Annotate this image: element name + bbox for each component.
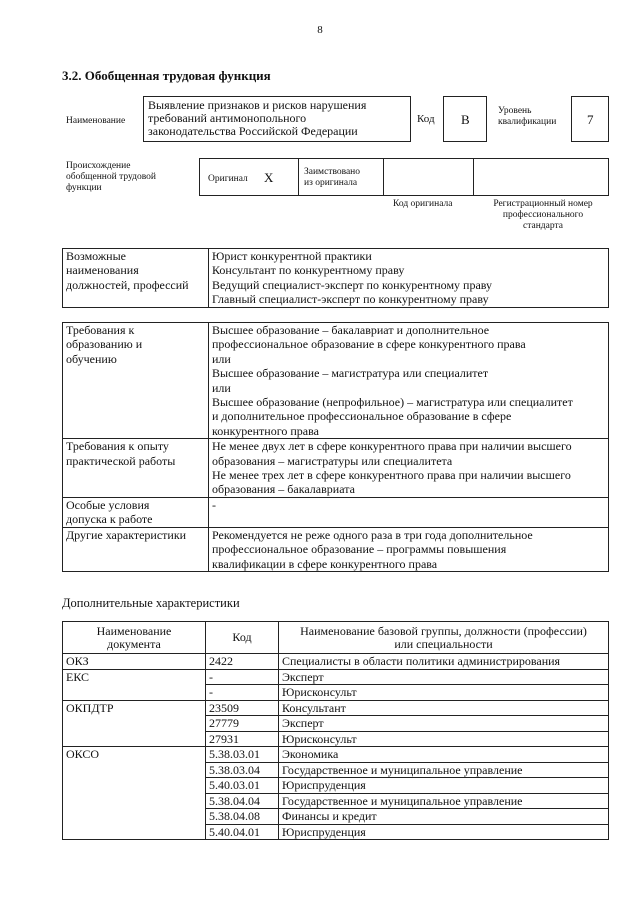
code-original-caption: Код оригинала bbox=[393, 199, 453, 209]
table-header-row bbox=[63, 622, 609, 654]
position-item: Консультант по конкурентному праву bbox=[212, 263, 405, 278]
original-label: Оригинал bbox=[208, 174, 248, 184]
origin-box bbox=[199, 158, 609, 196]
code-cell: - bbox=[206, 685, 279, 701]
name-label: Наименование bbox=[66, 116, 126, 126]
reg-number-caption-line: профессионального bbox=[502, 210, 584, 220]
name-value bbox=[148, 99, 366, 138]
group-name-cell: Государственное и муниципальное управление bbox=[279, 762, 609, 778]
position-item: Главный специалист-эксперт по конкурентному праву bbox=[212, 292, 489, 307]
requirement-line: или bbox=[212, 351, 231, 366]
header-line: Наименование базовой группы, должности (профессии) bbox=[300, 623, 587, 638]
requirement-line: квалификации в сфере конкурентного права bbox=[212, 556, 438, 571]
name-value-box bbox=[143, 96, 411, 142]
origin-label-line: Происхождение bbox=[66, 161, 131, 171]
positions-label bbox=[63, 249, 209, 308]
group-name-cell: Эксперт bbox=[279, 716, 609, 732]
origin-divider bbox=[473, 158, 474, 196]
requirement-line: Рекомендуется не реже одного раза в три года дополнительное bbox=[212, 527, 533, 542]
requirement-label-line: допуска к работе bbox=[66, 512, 153, 527]
positions-list bbox=[209, 249, 609, 308]
requirement-label-line: Другие характеристики bbox=[66, 527, 187, 542]
code-cell: 5.38.04.04 bbox=[206, 793, 279, 809]
table-row bbox=[63, 497, 609, 527]
requirement-line: Не менее трех лет в сфере конкурентного права при наличии высшего bbox=[212, 468, 571, 483]
table-row bbox=[63, 527, 609, 571]
requirement-label bbox=[63, 439, 209, 498]
positions-label-line: Возможные bbox=[66, 249, 126, 263]
group-name-cell: Финансы и кредит bbox=[279, 809, 609, 825]
reg-number-caption-line: стандарта bbox=[523, 221, 563, 231]
positions-label-line: наименования bbox=[66, 263, 139, 278]
header-line: или специальности bbox=[394, 636, 493, 651]
additional-table bbox=[62, 621, 609, 840]
table-row bbox=[63, 669, 609, 685]
group-name-cell: Консультант bbox=[279, 700, 609, 716]
code-label: Код bbox=[417, 113, 435, 125]
requirement-line: или bbox=[212, 380, 231, 395]
positions-table bbox=[62, 248, 609, 308]
table-row bbox=[63, 654, 609, 670]
header-line: Код bbox=[232, 630, 252, 644]
requirement-line: образования – магистратуры или специалитета bbox=[212, 453, 453, 468]
group-name-cell: Специалисты в области политики администрирования bbox=[279, 654, 609, 670]
header-code bbox=[206, 622, 279, 654]
level-value: 7 bbox=[587, 112, 594, 127]
origin-label bbox=[66, 161, 156, 194]
doc-cell: ОКЗ bbox=[63, 654, 206, 670]
name-value-line: законодательства Российской Федерации bbox=[148, 124, 358, 138]
table-row bbox=[63, 439, 609, 498]
requirement-line: Высшее образование (непрофильное) – магистратура или специалитет bbox=[212, 395, 573, 410]
requirement-line: Не менее двух лет в сфере конкурентного права при наличии высшего bbox=[212, 439, 572, 454]
level-value-box bbox=[571, 96, 609, 142]
code-value-box bbox=[443, 96, 487, 142]
origin-label-line: функции bbox=[66, 183, 102, 193]
code-cell: 5.40.04.01 bbox=[206, 824, 279, 840]
origin-divider bbox=[383, 158, 384, 196]
level-label-line: Уровень bbox=[498, 106, 532, 116]
group-name-cell: Юриспруденция bbox=[279, 824, 609, 840]
positions-label-line: должностей, профессий bbox=[66, 277, 189, 292]
group-name-cell: Юриспруденция bbox=[279, 778, 609, 794]
table-row bbox=[63, 700, 609, 716]
requirement-label bbox=[63, 323, 209, 439]
table-row bbox=[63, 249, 609, 308]
code-cell: 5.38.03.04 bbox=[206, 762, 279, 778]
requirement-label-line: Требования к опыту bbox=[66, 439, 169, 454]
header-line: документа bbox=[107, 636, 161, 651]
requirement-label-line: образованию и bbox=[66, 337, 143, 352]
code-cell: 23509 bbox=[206, 700, 279, 716]
requirement-label-line: Особые условия bbox=[66, 497, 150, 512]
page-number: 8 bbox=[317, 24, 323, 36]
name-value-line: Выявление признаков и рисков нарушения bbox=[148, 98, 367, 112]
requirements-table bbox=[62, 322, 609, 572]
code-cell: 27931 bbox=[206, 731, 279, 747]
requirement-line: образования – бакалавриата bbox=[212, 482, 355, 497]
requirement-label-line: обучению bbox=[66, 351, 117, 366]
original-mark: X bbox=[264, 170, 274, 185]
group-name-cell: Юрисконсульт bbox=[279, 685, 609, 701]
group-name-cell: Экономика bbox=[279, 747, 609, 763]
origin-label-line: обобщенной трудовой bbox=[66, 172, 156, 182]
doc-cell: ЕКС bbox=[63, 669, 206, 700]
requirement-line: профессиональное образование – программы повышения bbox=[212, 542, 507, 557]
group-name-cell: Эксперт bbox=[279, 669, 609, 685]
header-document bbox=[63, 622, 206, 654]
requirement-label-line: практической работы bbox=[66, 453, 176, 468]
code-cell: 27779 bbox=[206, 716, 279, 732]
header-line: Наименование bbox=[96, 623, 172, 638]
header-group-name bbox=[279, 622, 609, 654]
requirement-line: Высшее образование – магистратура или специалитет bbox=[212, 366, 489, 381]
doc-cell: ОКПДТР bbox=[63, 700, 206, 747]
doc-cell: ОКСО bbox=[63, 747, 206, 840]
level-label-line: квалификации bbox=[498, 117, 557, 127]
requirement-line: профессиональное образование в сфере конкурентного права bbox=[212, 337, 526, 352]
requirement-line: Высшее образование – бакалавриат и дополнительное bbox=[212, 323, 490, 337]
section-title: 3.2. Обобщенная трудовая функция bbox=[62, 68, 271, 83]
borrowed-label-line: из оригинала bbox=[304, 178, 358, 188]
requirement-label bbox=[63, 497, 209, 527]
requirement-text bbox=[209, 323, 609, 439]
code-cell: - bbox=[206, 669, 279, 685]
borrowed-label-line: Заимствовано bbox=[304, 167, 361, 177]
code-cell: 5.38.04.08 bbox=[206, 809, 279, 825]
reg-number-caption bbox=[478, 199, 608, 232]
code-value: B bbox=[461, 112, 470, 127]
code-cell: 2422 bbox=[206, 654, 279, 670]
requirement-text bbox=[209, 527, 609, 571]
requirement-line: - bbox=[212, 497, 216, 512]
position-item: Ведущий специалист-эксперт по конкурентному праву bbox=[212, 277, 493, 292]
origin-divider bbox=[298, 158, 299, 196]
name-value-line: требований антимонопольного bbox=[148, 111, 307, 125]
level-label bbox=[498, 106, 556, 128]
reg-number-caption-line: Регистрационный номер bbox=[493, 199, 593, 209]
table-row bbox=[63, 323, 609, 439]
requirement-label-line: Требования к bbox=[66, 323, 135, 337]
requirement-text bbox=[209, 497, 609, 527]
requirement-line: и дополнительное профессиональное образование в сфере bbox=[212, 409, 512, 424]
group-name-cell: Юрисконсульт bbox=[279, 731, 609, 747]
requirement-line: конкурентного права bbox=[212, 423, 319, 438]
code-cell: 5.38.03.01 bbox=[206, 747, 279, 763]
code-cell: 5.40.03.01 bbox=[206, 778, 279, 794]
borrowed-label bbox=[304, 167, 360, 189]
table-row bbox=[63, 747, 609, 763]
position-item: Юрист конкурентной практики bbox=[212, 249, 372, 263]
requirement-label bbox=[63, 527, 209, 571]
group-name-cell: Государственное и муниципальное управление bbox=[279, 793, 609, 809]
requirement-text bbox=[209, 439, 609, 498]
additional-title: Дополнительные характеристики bbox=[62, 596, 240, 610]
